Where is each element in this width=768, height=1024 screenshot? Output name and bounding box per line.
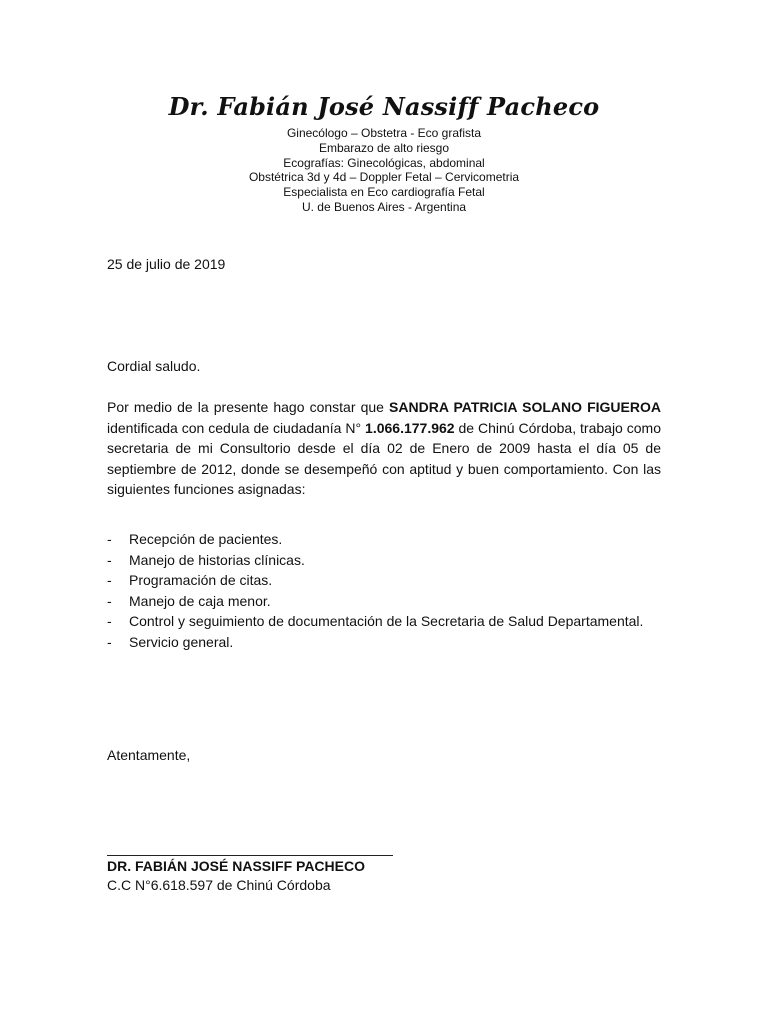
list-item	[107, 570, 661, 591]
list-item-text: Manejo de caja menor.	[129, 592, 271, 609]
list-item-text: Manejo de historias clínicas.	[129, 551, 305, 568]
university-line: U. de Buenos Aires - Argentina	[301, 199, 467, 214]
certification-paragraph	[107, 397, 661, 500]
list-item	[107, 550, 661, 571]
paragraph-id-text: identificada con cedula de ciudadanía N°	[107, 419, 366, 436]
dash-bullet: -	[107, 531, 112, 547]
paragraph-rest: de Chinú Córdoba, trabajo como secretaria de mi Consultorio desde el día 02 de Enero de 2009 hasta el día 05 de septiembre de 2012, donde se desempeñó con aptitud y buen comportamiento. Con las siguientes funciones asignadas:	[107, 419, 662, 497]
specialty-line-3: Ecografías: Ginecológicas, abdominal	[283, 155, 485, 170]
list-item	[107, 529, 661, 550]
list-item-text: Servicio general.	[129, 633, 234, 650]
specialty-line-1: Ginecólogo – Obstetra - Eco grafista	[286, 126, 482, 140]
dash-bullet: -	[107, 633, 112, 650]
assigned-functions-list	[107, 529, 661, 652]
dash-bullet: -	[107, 551, 112, 568]
letter-date: 25 de julio de 2019	[107, 256, 226, 272]
list-item-text: Programación de citas.	[129, 572, 273, 588]
list-item-text: Control y seguimiento de documentación de la Secretaria de Salud Departamental.	[129, 613, 644, 629]
specialty-line-4: Obstétrica 3d y 4d – Doppler Fetal – Cervicometria	[248, 170, 520, 185]
paragraph-intro: Por medio de la presente hago constar que	[107, 399, 390, 415]
signer-id-line: C.C N°6.618.597 de Chinú Córdoba	[107, 877, 331, 893]
employee-id-number: 1.066.177.962	[365, 419, 455, 436]
list-item	[107, 591, 661, 612]
dash-bullet: -	[107, 592, 112, 609]
signature-line	[107, 855, 393, 856]
signer-name: DR. FABIÁN JOSÉ NASSIFF PACHECO	[107, 858, 365, 874]
closing: Atentamente,	[107, 747, 191, 763]
greeting: Cordial saludo.	[107, 358, 201, 374]
doctor-name-heading: Dr. Fabián José Nassiff Pacheco	[168, 92, 600, 121]
letterhead	[0, 88, 768, 215]
specialty-line-5: Especialista en Eco cardiografía Fetal	[283, 185, 485, 200]
dash-bullet: -	[107, 613, 112, 629]
dash-bullet: -	[107, 572, 112, 588]
specialty-line-2: Embarazo de alto riesgo	[318, 140, 450, 155]
list-item-text: Recepción de pacientes.	[129, 531, 283, 547]
employee-name: SANDRA PATRICIA SOLANO FIGUEROA	[389, 399, 661, 415]
list-item	[107, 632, 661, 653]
list-item	[107, 611, 661, 632]
